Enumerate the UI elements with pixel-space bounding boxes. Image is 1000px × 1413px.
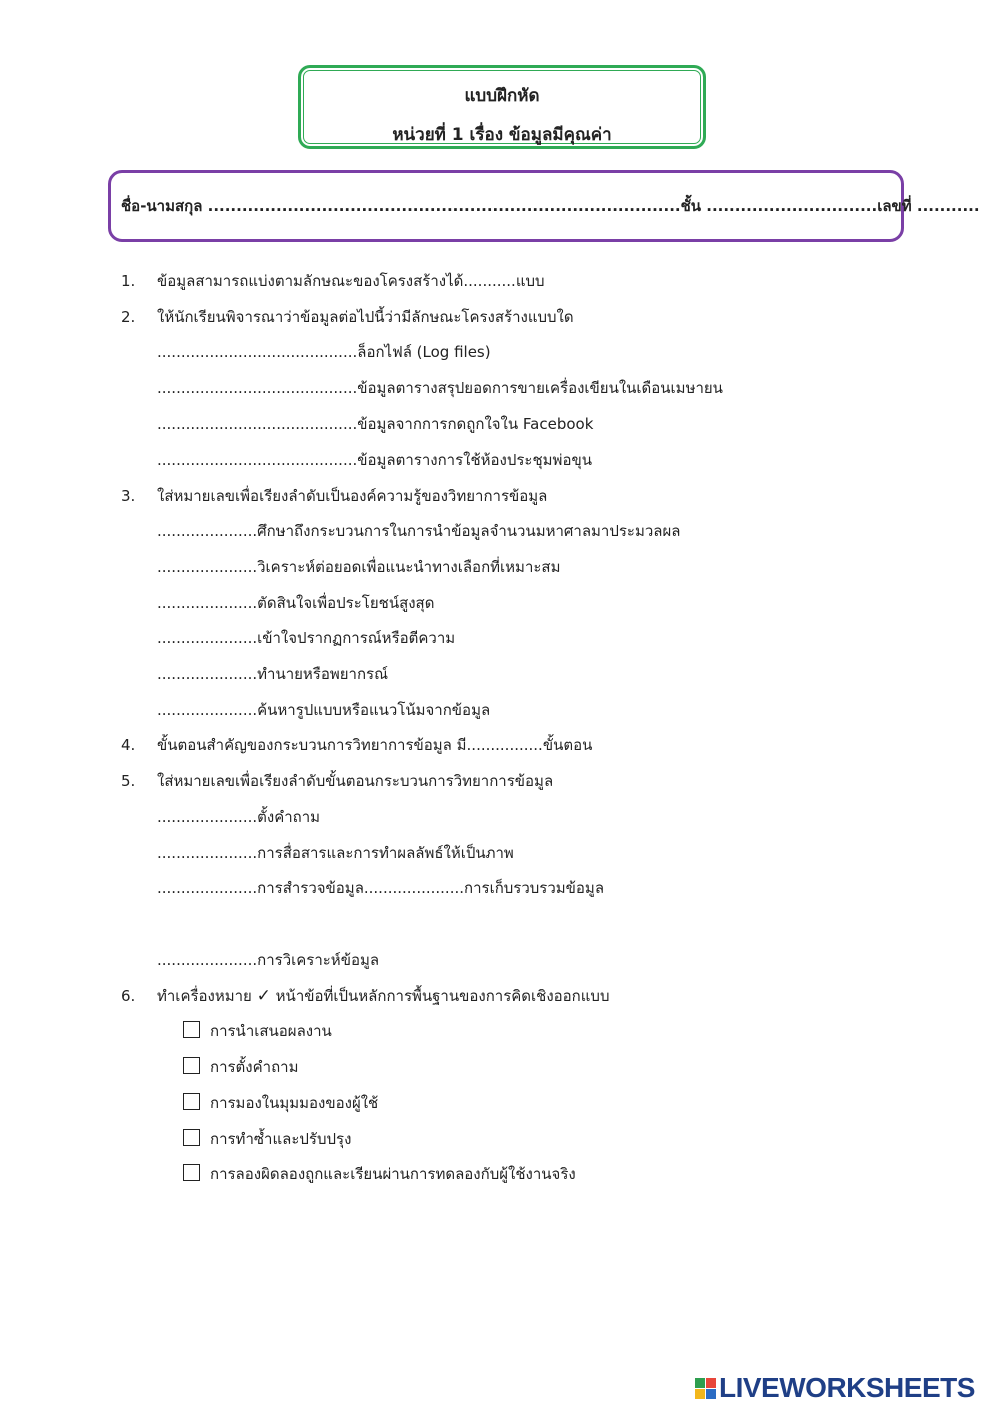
question-2-item: ..........................................ข้อมูลตารางการใช้ห้องประชุมพ่อขุน (157, 451, 592, 469)
question-5-item: .....................การสื่อสารและการทำผลลัพธ์ให้เป็นภาพ (157, 844, 514, 862)
option-row[interactable] (183, 1021, 332, 1041)
question-number: 1. (121, 272, 136, 290)
question-2-item: ..........................................ล็อกไฟล์ (Log files) (157, 343, 491, 361)
logo-square (706, 1378, 716, 1388)
question-3-item: .....................ตัดสินใจเพื่อประโยชน์สูงสุด (157, 594, 435, 612)
liveworksheets-logo (695, 1374, 975, 1402)
worksheet-subtitle: หน่วยที่ 1 เรื่อง ข้อมูลมีคุณค่า (392, 125, 612, 145)
question-2-item: ..........................................ข้อมูลตารางสรุปยอดการขายเครื่องเขียนในเดือนเมษายน (157, 379, 723, 397)
student-info-line: ชื่อ-นามสกุล ...................................................................................ชั้น ..............................เลขที่ ........... (121, 197, 980, 215)
question-1-text: ข้อมูลสามารถแบ่งตามลักษณะของโครงสร้างได้...........แบบ (157, 272, 545, 290)
checkbox[interactable] (183, 1021, 200, 1038)
checkbox[interactable] (183, 1129, 200, 1146)
question-3-item: .....................ทำนายหรือพยากรณ์ (157, 665, 389, 683)
question-2-item: ..........................................ข้อมูลจากการกดถูกใจใน Facebook (157, 415, 594, 433)
question-number: 3. (121, 487, 136, 505)
question-6-text-before: ทำเครื่องหมาย (157, 987, 252, 1005)
question-3-item: .....................ศึกษาถึงกระบวนการในการนำข้อมูลจำนวนมหาศาลมาประมวลผล (157, 522, 681, 540)
question-number: 6. (121, 987, 136, 1005)
question-3-item: .....................วิเคราะห์ต่อยอดเพื่อแนะนำทางเลือกที่เหมาะสม (157, 558, 561, 576)
question-3-text: ใส่หมายเลขเพื่อเรียงลำดับเป็นองค์ความรู้ของวิทยาการข้อมูล (157, 487, 548, 505)
worksheet-title: แบบฝึกหัด (464, 86, 540, 106)
question-number: 2. (121, 308, 136, 326)
question-3-item: .....................เข้าใจปรากฏการณ์หรือตีความ (157, 629, 456, 647)
question-4-text: ขั้นตอนสำคัญของกระบวนการวิทยาการข้อมูล มี................ขั้นตอน (157, 736, 593, 754)
checkbox[interactable] (183, 1164, 200, 1181)
option-label: การนำเสนอผลงาน (210, 1022, 332, 1040)
question-6-text (157, 986, 609, 1006)
question-5-item: .....................การสำรวจข้อมูล.....................การเก็บรวบรวมข้อมูล (157, 879, 605, 897)
logo-text: LIVEWORKSHEETS (719, 1372, 975, 1403)
question-5-text: ใส่หมายเลขเพื่อเรียงลำดับขั้นตอนกระบวนการวิทยาการข้อมูล (157, 772, 554, 790)
logo-square (706, 1389, 716, 1399)
question-6-text-after: หน้าข้อที่เป็นหลักการพื้นฐานของการคิดเชิงออกแบบ (275, 987, 610, 1005)
option-row[interactable] (183, 1164, 576, 1184)
checkbox[interactable] (183, 1093, 200, 1110)
option-row[interactable] (183, 1057, 298, 1077)
checkbox[interactable] (183, 1057, 200, 1074)
logo-square (695, 1389, 705, 1399)
option-label: การตั้งคำถาม (210, 1058, 299, 1076)
logo-mark-icon (695, 1378, 716, 1399)
question-number: 4. (121, 736, 136, 754)
question-number: 5. (121, 772, 136, 790)
option-row[interactable] (183, 1093, 378, 1113)
question-2-text: ให้นักเรียนพิจารณาว่าข้อมูลต่อไปนี้ว่ามีลักษณะโครงสร้างแบบใด (157, 308, 574, 326)
check-mark-icon: ✓ (256, 986, 271, 1006)
question-3-item: .....................ค้นหารูปแบบหรือแนวโน้มจากข้อมูล (157, 701, 491, 719)
question-5-item: .....................ตั้งคำถาม (157, 808, 321, 826)
option-label: การลองผิดลองถูกและเรียนผ่านการทดลองกับผู้ใช้งานจริง (210, 1165, 576, 1183)
logo-square (695, 1378, 705, 1388)
student-info-box (108, 170, 980, 242)
option-label: การทำซ้ำและปรับปรุง (210, 1130, 352, 1148)
option-label: การมองในมุมมองของผู้ใช้ (210, 1094, 379, 1112)
question-5-item: .....................การวิเคราะห์ข้อมูล (157, 951, 380, 969)
option-row[interactable] (183, 1129, 351, 1149)
title-box (298, 65, 706, 149)
